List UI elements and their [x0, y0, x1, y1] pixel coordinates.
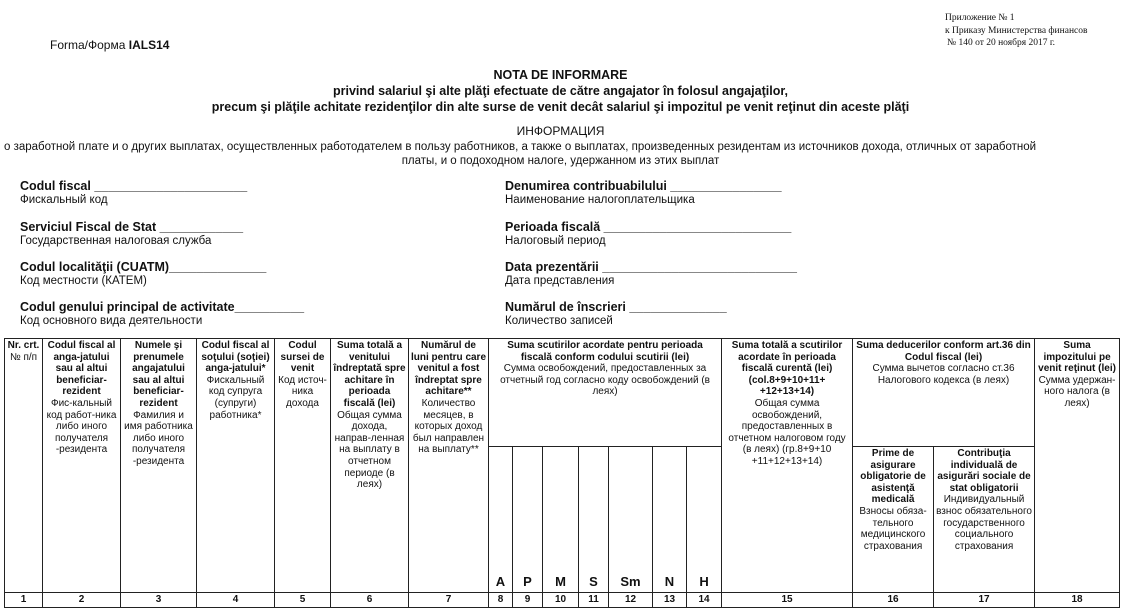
fiscal-code-label-ru: Фискальный код	[20, 194, 108, 206]
header-medical-insurance	[853, 447, 934, 593]
submission-date-field[interactable]: Data prezentării ____________________________	[505, 260, 797, 274]
col-number: 10	[543, 593, 579, 608]
col-number: 14	[687, 593, 722, 608]
header-employee-name-ru: Фамилия и имя работника либо иного получателя -резидента	[124, 409, 193, 467]
title-ro-2: privind salariul şi alte plăţi efectuate de către angajator în folosul angajaţilor,	[333, 84, 788, 98]
col-number: 7	[409, 593, 489, 608]
records-count-field[interactable]: Numărul de înscrieri ______________	[505, 300, 727, 314]
header-nr-ru: № п/п	[9, 351, 38, 363]
col-number: 8	[489, 593, 513, 608]
header-medical-insurance-ro: Prime de asigurare obligatorie de asistenţă medicală	[860, 448, 926, 506]
header-social-contribution-ro: Contribuţia individuală de asigurări sociale de stat obligatorii	[937, 448, 1031, 494]
tax-service-field[interactable]: Serviciul Fiscal de Stat ____________	[20, 220, 244, 234]
header-exemptions-ro: Suma scutirilor acordate pentru perioada fiscală conform codului scutirii (lei)	[507, 340, 703, 363]
exemption-code-h: H	[687, 447, 722, 593]
title-ru-3: платы, и о подоходном налоге, удержанном из этих выплат	[401, 155, 720, 167]
header-spouse-fiscal-code-ru: Фискальный код супруга (супруги) работника*	[206, 374, 265, 421]
header-nr-ro: Nr. crt.	[7, 340, 40, 351]
header-exemptions-ru: Сумма освобождений, предоставленных за отчетный год согласно коду освобождений (в леях)	[500, 363, 710, 398]
header-months-ro: Numărul de luni pentru care venitul a fost îndreptat spre achitare**	[411, 340, 487, 398]
exemption-code-m: M	[543, 447, 579, 593]
annex-line-1: Приложение № 1	[945, 13, 1015, 23]
annex-note	[945, 12, 1121, 50]
title-ru-1: ИНФОРМАЦИЯ	[516, 124, 605, 138]
header-spouse-fiscal-code-ro: Codul fiscal al soţului (soţiei) anga-jatului*	[201, 340, 270, 375]
fiscal-period-label-ru: Налоговый период	[505, 235, 606, 247]
header-total-income-ru: Общая сумма дохода, направ-ленная на выплату в отчетном периоде (в леях)	[334, 409, 405, 491]
form-prefix: Forma/Форма	[50, 38, 126, 52]
col-number: 12	[609, 593, 653, 608]
annex-line-3: № 140 от 20 ноября 2017 г.	[947, 38, 1056, 48]
header-income-source-ru: Код источ-ника дохода	[278, 374, 327, 409]
col-number: 9	[513, 593, 543, 608]
exemption-code-a: A	[489, 447, 513, 593]
locality-code-field[interactable]: Codul localităţii (CUATM)______________	[20, 260, 267, 274]
title-ru-2: о заработной плате и о других выплатах, осуществленных работодателем в пользу работников, а также о выплатах, произведенных резидентам из источников дохода, отличных от заработной	[4, 141, 1037, 153]
header-income-source-ro: Codul sursei de venit	[280, 340, 325, 375]
fiscal-period-field[interactable]: Perioada fiscală ___________________________	[505, 220, 792, 234]
header-months	[409, 339, 489, 593]
activity-code-field[interactable]: Codul genului principal de activitate__________	[20, 300, 305, 314]
col-number: 15	[722, 593, 853, 608]
title-ro-1: NOTA DE INFORMARE	[493, 68, 628, 82]
taxpayer-name-label-ru: Наименование налогоплательщика	[505, 194, 695, 206]
header-social-contribution	[934, 447, 1035, 593]
header-deductions-ru: Сумма вычетов согласно ст.36 Налогового кодекса (в леях)	[872, 363, 1015, 386]
header-income-source	[275, 339, 331, 593]
annex-line-2: к Приказу Министерства финансов	[945, 25, 1088, 36]
header-total-exemptions-ru: Общая сумма освобождений, предоставленных в отчетном налоговом году (в леях) (гр.8+9+10 +11+12+13+14)	[728, 397, 846, 467]
form-code-value: IALS14	[128, 38, 170, 52]
header-income-tax	[1035, 339, 1120, 593]
header-employee-name	[121, 339, 197, 593]
header-total-income	[331, 339, 409, 593]
exemption-code-p: P	[513, 447, 543, 593]
taxpayer-name-field[interactable]: Denumirea contribuabilului ________________	[505, 179, 782, 193]
header-deductions	[853, 339, 1035, 447]
column-numbers-row	[5, 593, 1120, 608]
header-nr	[5, 339, 43, 593]
exemption-code-n: N	[653, 447, 687, 593]
header-employee-name-ro: Numele şi prenumele angajatului sau al altui beneficiar-rezident	[132, 340, 185, 409]
col-number: 3	[121, 593, 197, 608]
col-number: 2	[43, 593, 121, 608]
header-employee-fiscal-code-ru: Фис-кальный код работ-ника либо иного получателя -резидента	[46, 397, 117, 456]
exemption-code-s: S	[579, 447, 609, 593]
header-social-contribution-ru: Индивидуальный взнос обязательного государственного социального страхования	[936, 494, 1032, 552]
header-total-income-ro: Suma totală a venitului îndreptată spre achitare în perioada fiscală (lei)	[333, 340, 406, 409]
header-medical-insurance-ru: Взносы обяза-тельного медицинского страхования	[859, 505, 927, 552]
tax-service-label-ru: Государственная налоговая служба	[20, 235, 212, 247]
title-ro-3: precum şi plăţile achitate rezidenţilor din alte surse de venit decât salariul şi impozitul pe venit reţinut din aceste plăţi	[211, 100, 910, 114]
col-number: 6	[331, 593, 409, 608]
header-employee-fiscal-code	[43, 339, 121, 593]
header-deductions-ro: Suma deducerilor conform art.36 din Codul fiscal (lei)	[856, 340, 1031, 363]
records-count-label-ru: Количество записей	[505, 315, 613, 327]
header-months-ru: Количество месяцев, в которых доход был направлен на выплату**	[412, 397, 485, 456]
locality-code-label-ru: Код местности (КАТЕМ)	[20, 275, 147, 287]
header-spouse-fiscal-code	[197, 339, 275, 593]
header-income-tax-ro: Suma impozitului pe venit reţinut (lei)	[1038, 340, 1116, 375]
activity-code-label-ru: Код основного вида деятельности	[20, 315, 203, 327]
col-number: 1	[5, 593, 43, 608]
col-number: 5	[275, 593, 331, 608]
header-exemptions	[489, 339, 722, 447]
header-income-tax-ru: Сумма удержан-ного налога (в леях)	[1038, 374, 1116, 409]
exemption-code-sm: Sm	[609, 447, 653, 593]
col-number: 13	[653, 593, 687, 608]
col-number: 16	[853, 593, 934, 608]
form-code	[50, 38, 169, 52]
header-total-exemptions-ro: Suma totală a scutirilor acordate în perioada fiscală curentă (lei) (col.8+9+10+11+ +12+13+14)	[731, 340, 843, 398]
header-employee-fiscal-code-ro: Codul fiscal al anga-jatului sau al altui beneficiar-rezident	[47, 340, 116, 398]
report-table	[4, 338, 1120, 608]
header-total-exemptions	[722, 339, 853, 593]
fiscal-code-field[interactable]: Codul fiscal ______________________	[20, 179, 248, 193]
col-number: 11	[579, 593, 609, 608]
col-number: 17	[934, 593, 1035, 608]
col-number: 18	[1035, 593, 1120, 608]
col-number: 4	[197, 593, 275, 608]
submission-date-label-ru: Дата представления	[505, 275, 615, 287]
